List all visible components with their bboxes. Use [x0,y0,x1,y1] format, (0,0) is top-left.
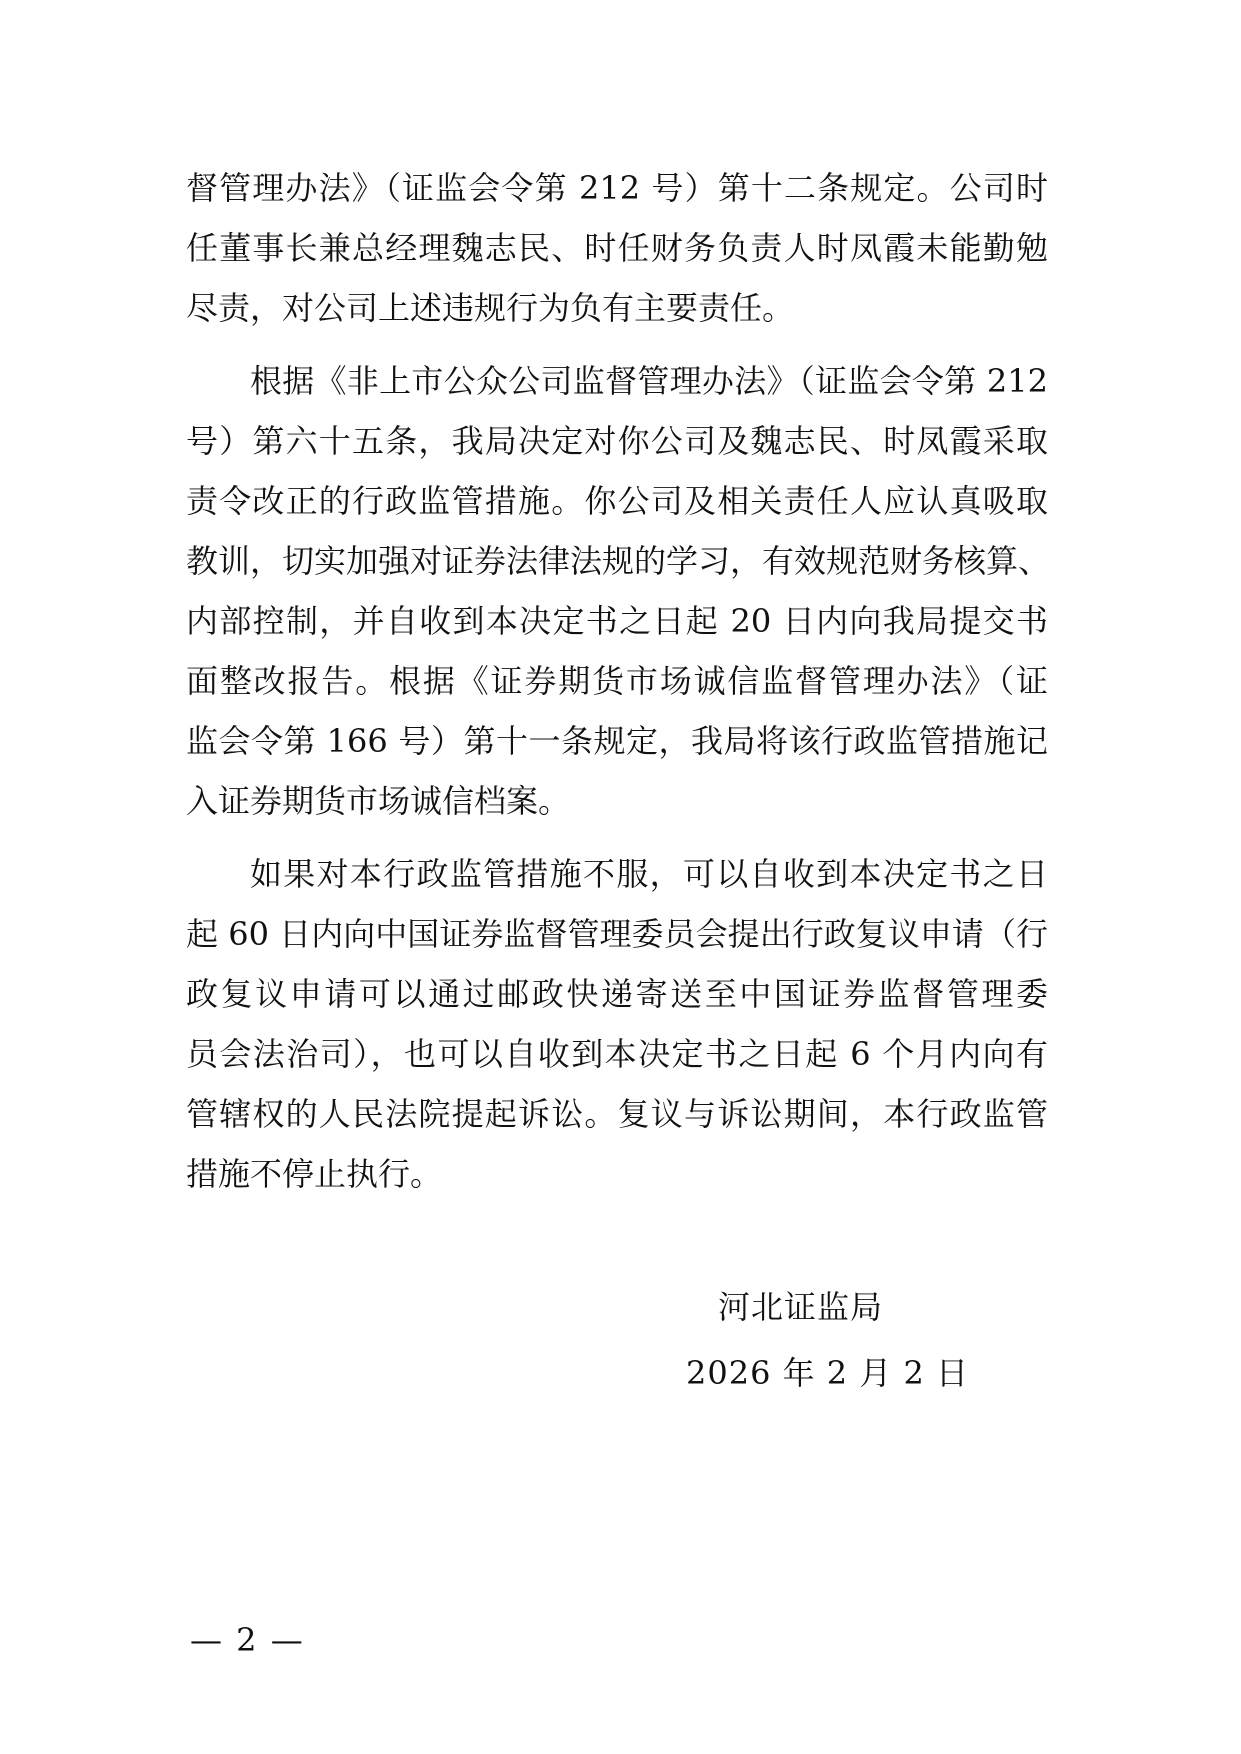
text-line: 内部控制，并自收到本决定书之日起 20 日内向我局提交书 [186,602,1048,640]
text-line: 如果对本行政监管措施不服，可以自收到本决定书之日 [250,855,1048,893]
text-line: 管辖权的人民法院提起诉讼。复议与诉讼期间，本行政监管 [186,1095,1048,1133]
text-line: 根据《非上市公众公司监督管理办法》（证监会令第 212 [250,362,1048,400]
paragraph-2 [186,351,1051,831]
page-number: — 2 — [190,1621,305,1659]
signature-organization: 河北证监局 [718,1288,884,1326]
text-line: 起 60 日内向中国证券监督管理委员会提出行政复议申请（行 [186,915,1048,953]
text-line: 员会法治司），也可以自收到本决定书之日起 6 个月内向有 [186,1035,1048,1073]
paragraph-1 [186,158,1048,338]
paragraph-3 [186,844,1048,1204]
document-body [186,158,1051,1204]
text-line: 尽责，对公司上述违规行为负有主要责任。 [186,289,795,327]
text-line: 号）第六十五条，我局决定对你公司及魏志民、时凤霞采取 [186,422,1048,460]
text-line: 措施不停止执行。 [186,1155,443,1193]
text-line: 政复议申请可以通过邮政快递寄送至中国证券监督管理委 [186,975,1048,1013]
text-line: 教训，切实加强对证券法律法规的学习，有效规范财务核算、 [186,542,1051,580]
text-line: 督管理办法》（证监会令第 212 号）第十二条规定。公司时 [186,169,1048,207]
text-line: 入证券期货市场诚信档案。 [186,782,571,820]
text-line: 任董事长兼总经理魏志民、时任财务负责人时凤霞未能勤勉 [186,229,1048,267]
signature-date: 2026 年 2 月 2 日 [686,1354,970,1392]
text-line: 责令改正的行政监管措施。你公司及相关责任人应认真吸取 [186,482,1048,520]
text-line: 监会令第 166 号）第十一条规定，我局将该行政监管措施记 [186,722,1048,760]
text-line: 面整改报告。根据《证券期货市场诚信监督管理办法》（证 [186,662,1048,700]
